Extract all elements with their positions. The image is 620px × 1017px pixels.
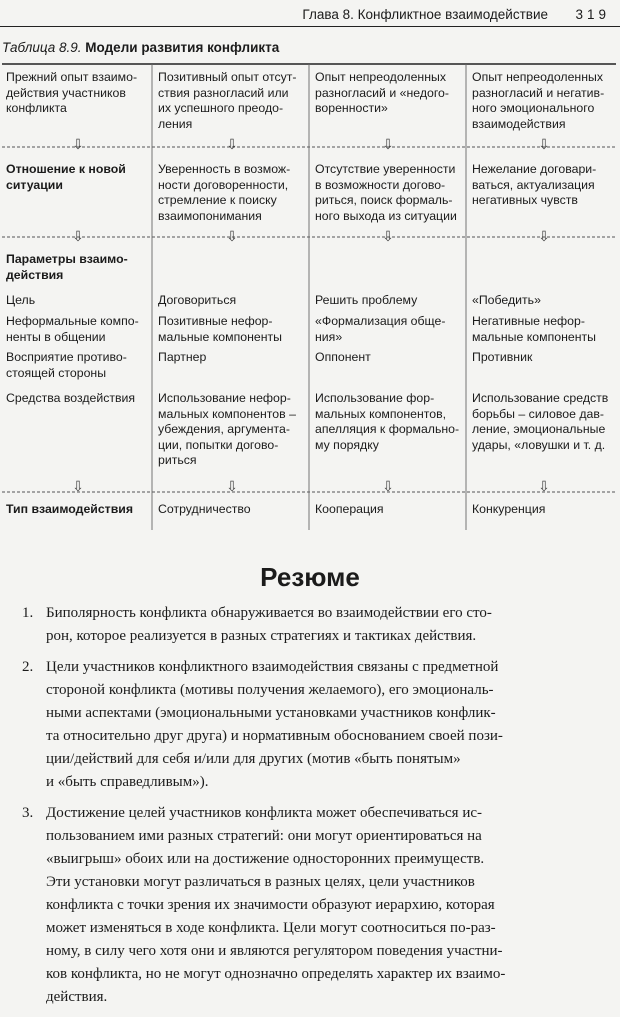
table-cell: Сотрудничество (158, 502, 251, 516)
row-label: Средства воздействия (6, 391, 136, 405)
page-number: 319 (575, 7, 610, 22)
table-cell: Использование средств борьбы – силовое дав- ление, эмоциональные удары, «ловушки и т. д. (472, 391, 609, 452)
list-item-text: Достижение целей участников конфликта может обеспечиваться ис- пользованием ими разных стратегий: они могут ориентироваться на «выигрыш» обоих или на достижение односторонних преимуществ. Эти установки могут различаться в разных целях, цели участников конфликта с точки зрения их значимости образуют иерархию, которая может изменяться в ходе конфликта. Цели могут соотноситься по-раз- ному, в силу чего хотя они и являются регулятором поведения участни- ков конфликта, но не могут однозначно определять характер их взаимо- действия. (46, 805, 506, 1005)
summary-heading: Резюме (260, 562, 360, 592)
table-cell: Отсутствие уверенности в возможности догово- риться, поиск формаль- ного выхода из ситуации (315, 162, 457, 223)
list-item-number: 2. (22, 659, 34, 675)
list-item-number: 3. (22, 805, 34, 821)
list-item (22, 602, 614, 648)
table-cell: Нежелание договари- ваться, актуализация негативных чувств (472, 162, 597, 208)
list-item-text: Цели участников конфликтного взаимодействия связаны с предметной стороной конфликта (мотивы получения желаемого), его эмоциональ- ными аспектами (эмоциональными установками участников конфлик- та относительно друг друга) и нормативным обоснованием своей пози- ции/действий для себя и/или для других (мотив «быть понятым» и «быть справедливым»). (46, 659, 503, 790)
list-item (22, 802, 614, 1009)
table-caption-title: Модели развития конфликта (85, 40, 280, 55)
table-cell: Негативные нефор- мальные компоненты (472, 314, 596, 344)
down-arrow-icon: ⇩ (538, 479, 550, 495)
down-arrow-icon: ⇩ (226, 229, 238, 245)
row-label: Цель (6, 293, 36, 307)
down-arrow-icon: ⇩ (72, 229, 84, 245)
down-arrow-icon: ⇩ (226, 479, 238, 495)
row-label: Восприятие противо- стоящей стороны (6, 350, 127, 380)
table-caption-label: Таблица 8.9. (2, 40, 82, 55)
table-cell: Партнер (158, 350, 207, 364)
table-cell: Оппонент (315, 350, 371, 364)
down-arrow-icon: ⇩ (538, 137, 550, 153)
table-cell: Уверенность в возмож- ности договоренности, стремление к поиску взаимопонимания (158, 162, 291, 223)
table-cell: Позитивные нефор- мальные компоненты (158, 314, 282, 344)
row-label: Неформальные компо- ненты в общении (6, 314, 139, 344)
down-arrow-icon: ⇩ (382, 229, 394, 245)
list-item (22, 656, 614, 794)
down-arrow-icon: ⇩ (382, 137, 394, 153)
chapter-title: Глава 8. Конфликтное взаимодействие (302, 7, 548, 22)
down-arrow-icon: ⇩ (226, 137, 238, 153)
conflict-models-table (2, 62, 616, 530)
table-cell: Использование фор- мальных компонентов, апелляция к формально- му порядку (315, 391, 460, 452)
list-item-text: Биполярность конфликта обнаруживается во взаимодействии его сто- рон, которое реализуется в разных стратегиях и тактиках действия. (46, 605, 492, 644)
row-label: Параметры взаимо- действия (6, 252, 128, 282)
table-cell: «Формализация обще- ния» (315, 314, 446, 344)
down-arrow-icon: ⇩ (538, 229, 550, 245)
down-arrow-icon: ⇩ (72, 479, 84, 495)
table-cell: Кооперация (315, 502, 384, 516)
row-label: Тип взаимодействия (6, 502, 133, 516)
table-caption (2, 40, 279, 55)
table-cell: Опыт непреодоленных разногласий и негатив- ного эмоционального взаимодействия (472, 70, 605, 131)
table-cell: Опыт непреодоленных разногласий и «недого- воренности» (315, 70, 449, 116)
table-cell: Позитивный опыт отсут- ствия разногласий или их успешного преодо- ления (158, 70, 297, 131)
down-arrow-icon: ⇩ (72, 137, 84, 153)
table-cell: «Победить» (472, 293, 541, 307)
running-header (0, 4, 620, 27)
table-cell: Решить проблему (315, 293, 418, 307)
down-arrow-icon: ⇩ (382, 479, 394, 495)
table-cell: Конкуренция (472, 502, 546, 516)
summary-list (22, 602, 614, 1017)
row-label: Отношение к новой ситуации (6, 162, 126, 192)
list-item-number: 1. (22, 605, 34, 621)
table-cell: Противник (472, 350, 533, 364)
table-cell: Договориться (158, 293, 237, 307)
table-cell: Прежний опыт взаимо- действия участников конфликта (6, 70, 138, 116)
table-cell: Использование нефор- мальных компонентов – убеждения, аргумента- ции, попытки догово- риться (158, 391, 296, 468)
